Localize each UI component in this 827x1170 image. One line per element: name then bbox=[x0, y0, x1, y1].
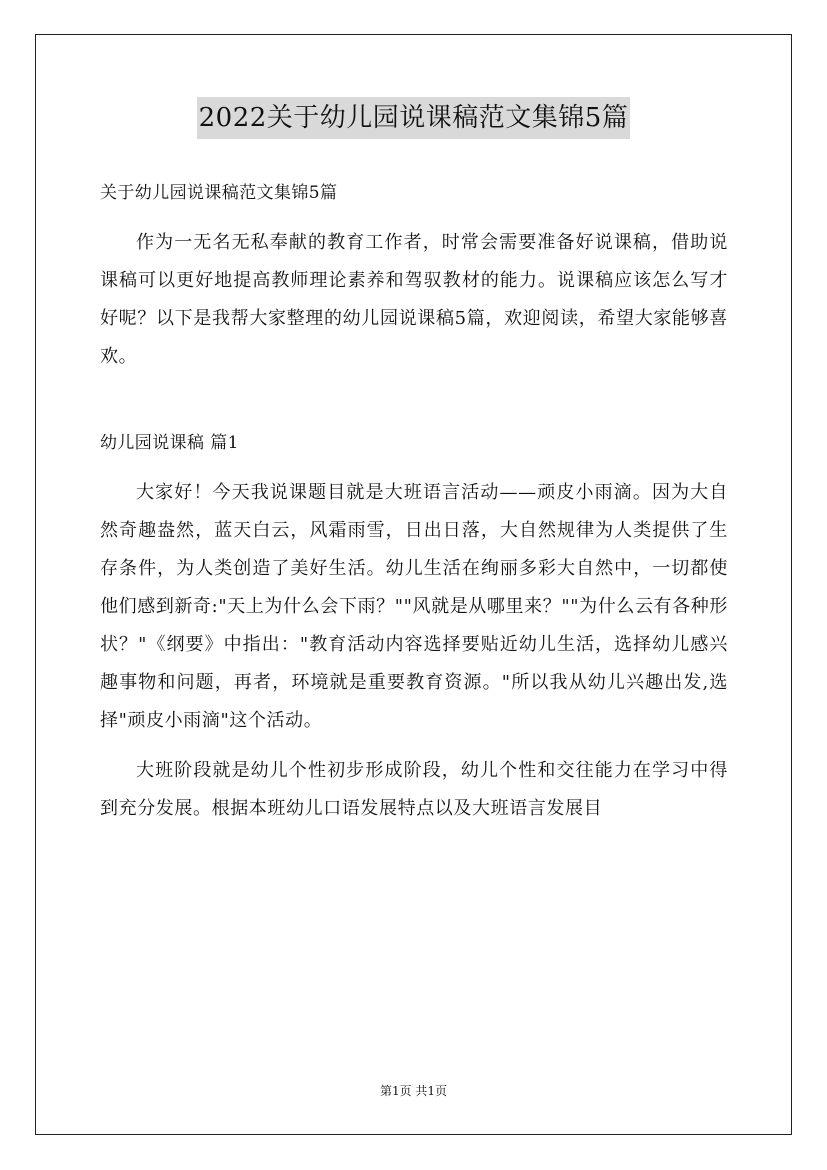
intro-paragraph: 作为一无名无私奉献的教育工作者，时常会需要准备好说课稿，借助说课稿可以更好地提高教师理论素养和驾驭教材的能力。说课稿应该怎么写才好呢？以下是我帮大家整理的幼儿园说课稿5篇，欢迎阅读，希望大家能够喜欢。 bbox=[100, 232, 728, 367]
spacer bbox=[100, 212, 728, 224]
document-subtitle: 关于幼儿园说课稿范文集锦5篇 bbox=[100, 183, 338, 203]
spacer bbox=[100, 740, 728, 752]
spacer bbox=[100, 462, 728, 474]
document-title: 2022关于幼儿园说课稿范文集锦5篇 bbox=[197, 97, 631, 139]
section-heading: 幼儿园说课稿 篇1 bbox=[100, 433, 239, 453]
document-body bbox=[100, 174, 728, 828]
page-number: 第1页 共1页 bbox=[379, 1084, 448, 1098]
body-paragraph-1: 大家好！今天我说课题目就是大班语言活动——顽皮小雨滴。因为大自然奇趣盎然，蓝天白云，风霜雨雪，日出日落，大自然规律为人类提供了生存条件，为人类创造了美好生活。幼儿生活在绚丽多彩大自然中，一切都使他们感到新奇:"天上为什么会下雨？""风就是从哪里来？""为什么云有各种形状？"《纲要》中指出："教育活动内容选择要贴近幼儿生活，选择幼儿感兴趣事物和问题，再者，环境就是重要教育资源。"所以我从幼儿兴趣出发,选择"顽皮小雨滴"这个活动。 bbox=[100, 482, 728, 731]
title-container bbox=[0, 97, 827, 139]
page-footer bbox=[0, 1082, 827, 1099]
spacer bbox=[100, 376, 728, 424]
body-paragraph-2: 大班阶段就是幼儿个性初步形成阶段，幼儿个性和交往能力在学习中得到充分发展。根据本班幼儿口语发展特点以及大班语言发展目 bbox=[100, 760, 728, 819]
